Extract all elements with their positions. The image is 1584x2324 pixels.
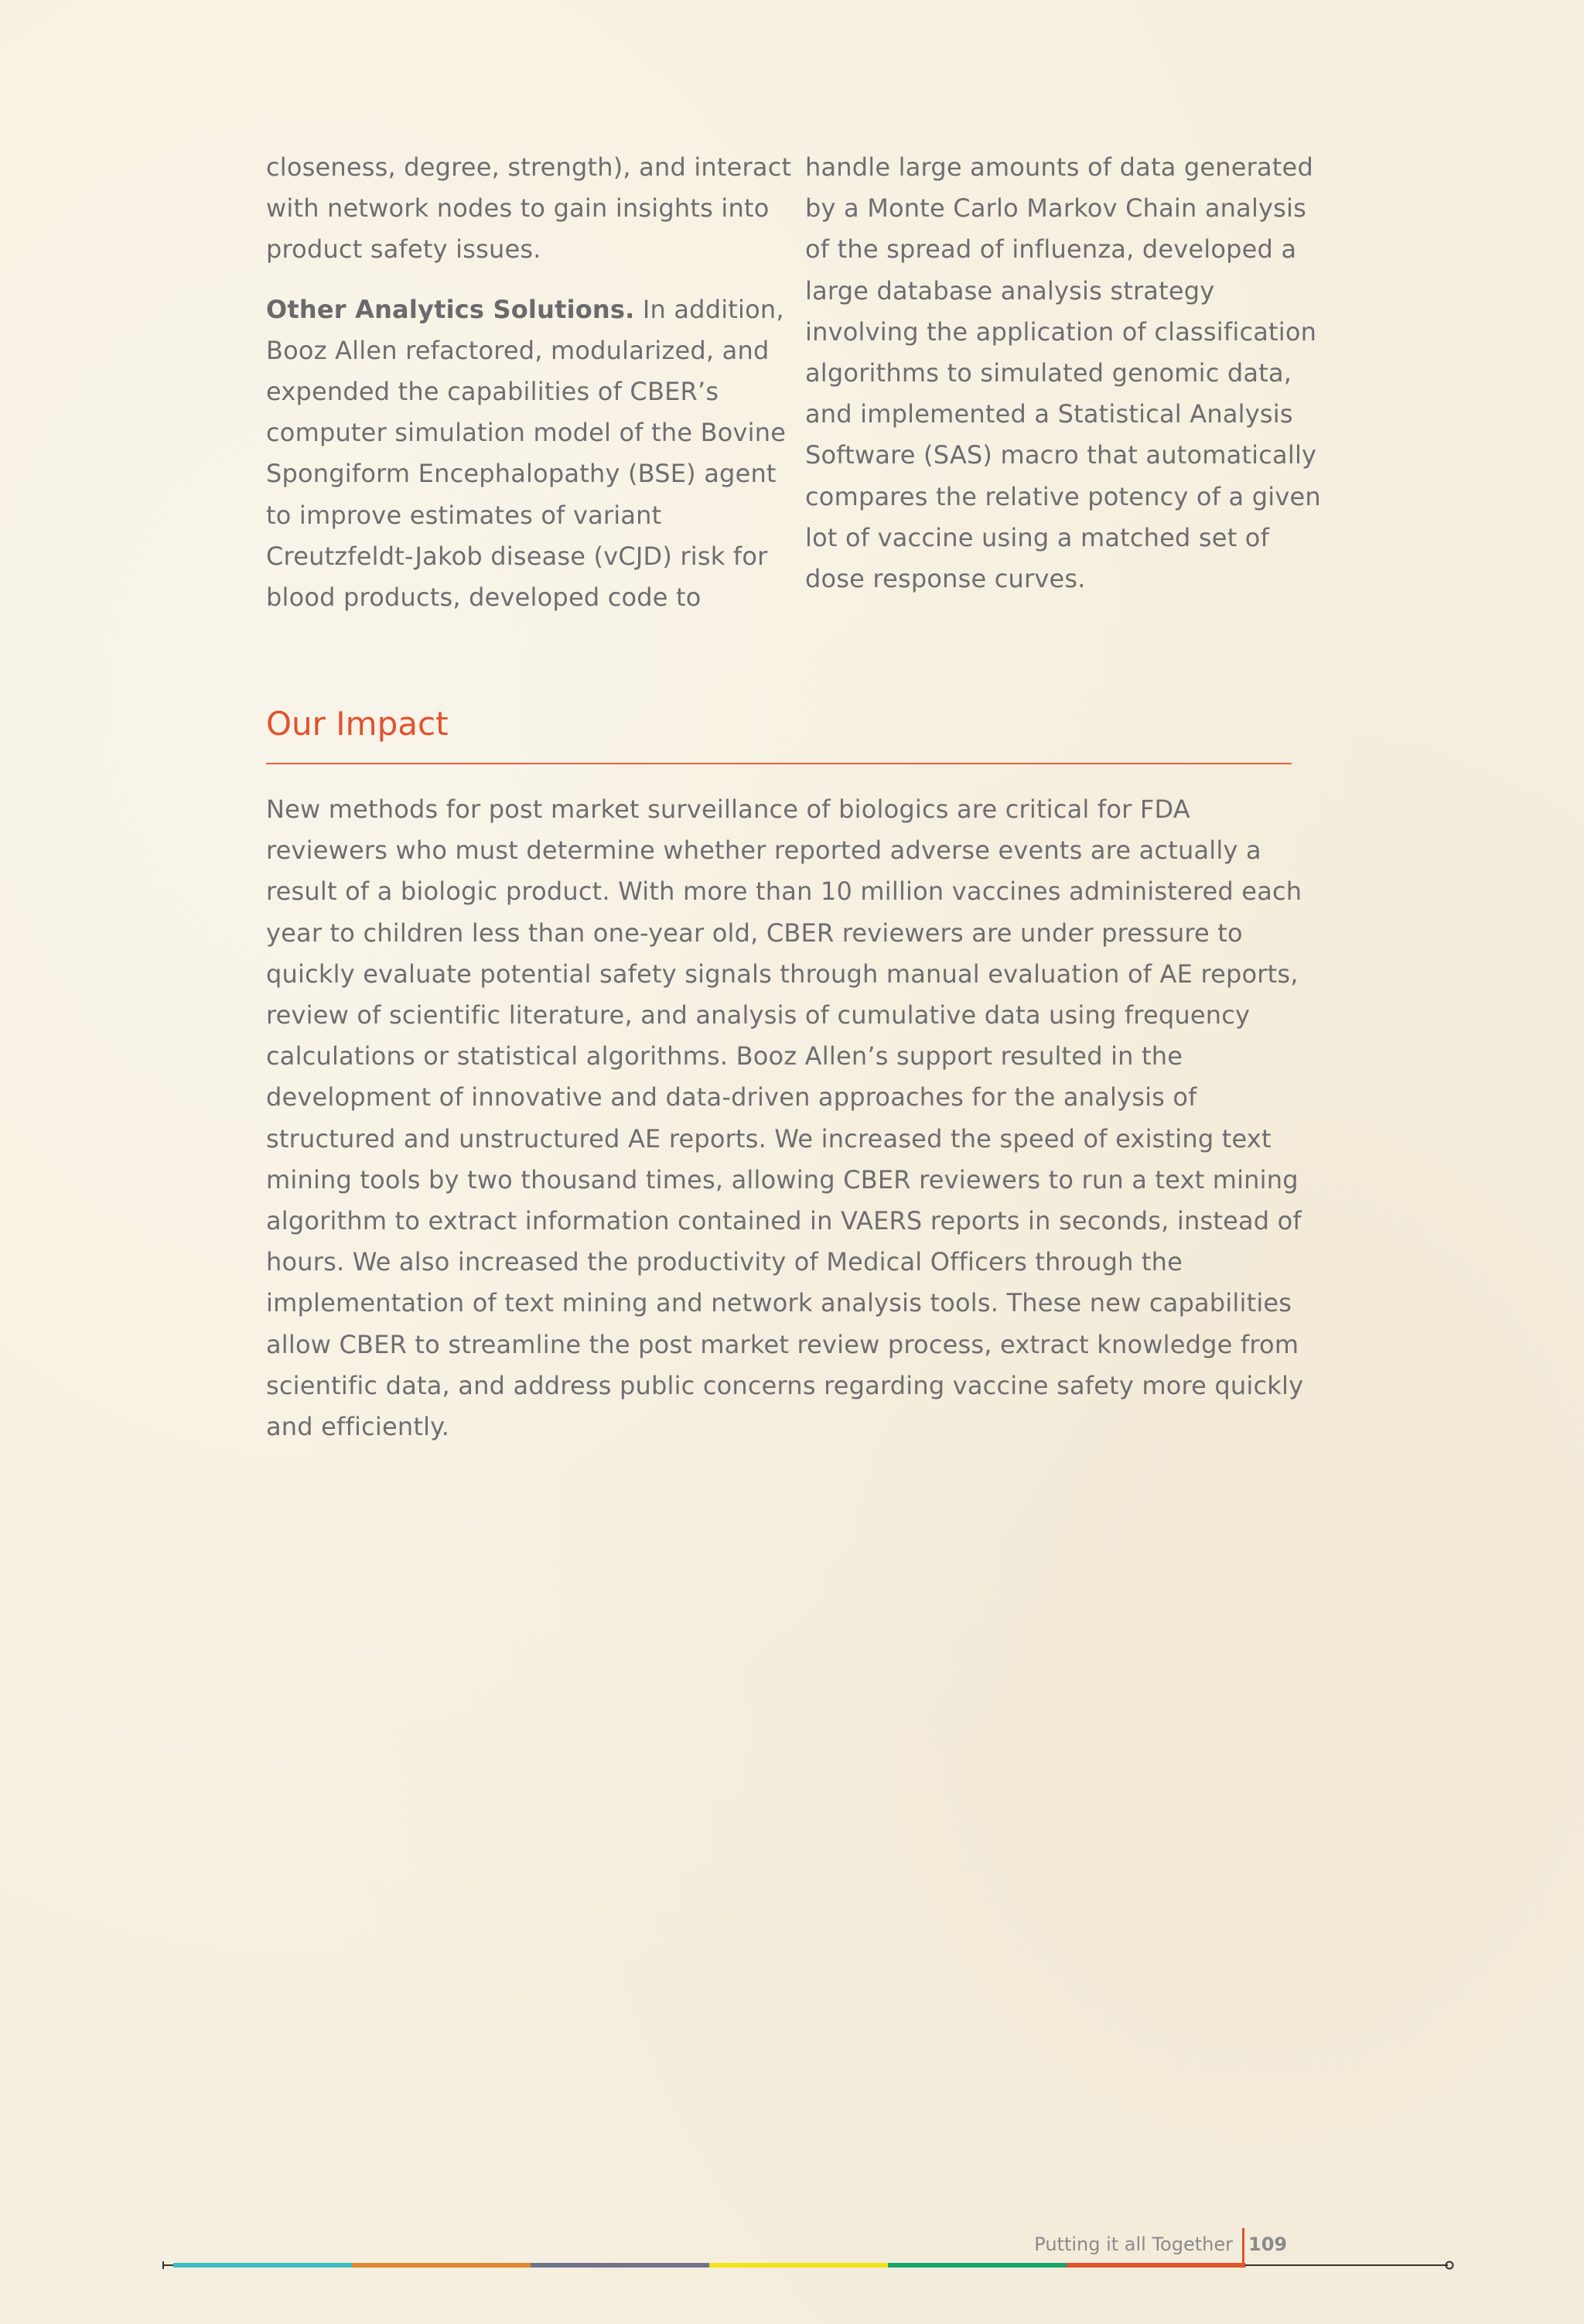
heading-rule bbox=[266, 763, 1292, 764]
left-column bbox=[266, 147, 792, 618]
page-number: 109 bbox=[1248, 2233, 1288, 2255]
bar-segment bbox=[173, 2263, 353, 2268]
bar-segment bbox=[352, 2263, 531, 2268]
right-column bbox=[805, 147, 1331, 600]
impact-paragraph: New methods for post market surveillance of biologics are critical for FDA reviewers who must determine whether reported adverse events are actually a result of a biologic product. With more than 10 million vaccines administered each year to children less than one-year old, CBER reviewers are under pressure to quickly evaluate potential safety signals through manual evaluation of AE reports, review of scientific literature, and analysis of cumulative data using frequency calculations or statistical algorithms. Booz Allen’s support resulted in the development of innovative and data-driven approaches for the analysis of structured and unstructured AE reports. We increased the speed of existing text mining tools by two thousand times, allowing CBER reviewers to run a text mining algorithm to extract information contained in VAERS reports in seconds, instead of hours. We also increased the productivity of Medical Officers through the implementation of text mining and network analysis tools. These new capabilities allow CBER to streamline the post market review process, extract knowledge from scientific data, and address public concerns regarding vaccine safety more quickly and efficiently. bbox=[266, 795, 1304, 1442]
left-paragraph-1: closeness, degree, strength), and interact with network nodes to gain insights into product safety issues. bbox=[266, 152, 792, 265]
run-in-heading: Other Analytics Solutions. bbox=[266, 294, 635, 324]
bar-segment bbox=[709, 2263, 889, 2268]
left-paragraph-2 bbox=[266, 289, 792, 619]
bar-segment bbox=[1067, 2263, 1246, 2268]
bar-segment bbox=[888, 2263, 1067, 2268]
left-paragraph-2-text: In addition, Booz Allen refactored, modularized, and expended the capabilities of CBER’s computer simulation model of the Bovine Spongiform Encephalopathy (BSE) agent to improve estimates of variant Creutzfeldt-Jakob disease (vCJD) risk for blood products, developed code to bbox=[266, 294, 787, 613]
section-heading: Our Impact bbox=[266, 705, 449, 743]
right-paragraph-1: handle large amounts of data generated by a Monte Carlo Markov Chain analysis of the spread of influenza, developed a large database analysis strategy involving the application of classification algorithms to simulated genomic data, and implemented a Statistical Analysis Software (SAS) macro that automatically compares the relative potency of a given lot of vaccine using a matched set of dose response curves. bbox=[805, 152, 1321, 594]
footer-color-bar bbox=[162, 2259, 1454, 2271]
footer-section-title: Putting it all Together bbox=[1034, 2233, 1233, 2255]
bar-segment bbox=[531, 2263, 710, 2268]
bar-segments bbox=[173, 2263, 1246, 2268]
